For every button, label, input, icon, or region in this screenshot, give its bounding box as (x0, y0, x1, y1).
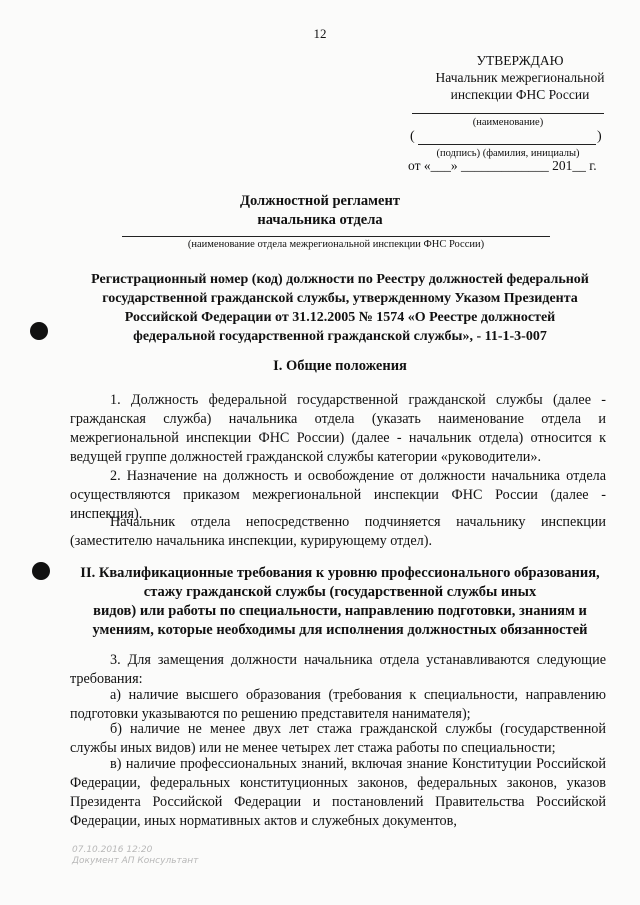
registration-line1: Регистрационный номер (код) должности по Реестру должностей федеральной (91, 272, 589, 287)
section1-paragraph1: 1. Должность федеральной государственной гражданской службы (далее - гражданская служба) начальника отдела (указать наименование отдела и межрегиональной инспекции ФНС России) (далее - начальник отдела) относится к ведущей группе должностей гражданской службы категории «руководители». (70, 392, 606, 465)
sign-caption: (подпись) (фамилия, инициалы) (436, 148, 580, 159)
document-title (0, 192, 640, 230)
punch-hole-mark (32, 562, 50, 580)
print-stamp (72, 845, 198, 867)
registration-line2: государственной гражданской службы, утвержденному Указом Президента (102, 291, 578, 306)
section2-heading-line2: стажу гражданской службы (государственной службы иных (143, 584, 537, 600)
section2-item-c: в) наличие профессиональных знаний, включая знание Конституции Российской Федерации, федеральных конституционных законов, федеральных законов, указов Президента Российской Федерации и постановлений Правительства Российской Федерации, иных нормативных актов и служебных документов, (70, 756, 606, 829)
registration-line4: федеральной государственной гражданской службы», - 11-1-3-007 (133, 329, 547, 344)
title-line2: начальника отдела (257, 212, 383, 228)
approval-heading: УТВЕРЖДАЮ (476, 53, 564, 68)
approval-position-line1: Начальник межрегиональной (435, 70, 605, 85)
section2-item-b: б) наличие не менее двух лет стажа гражданской службы (государственной службы иных видов) или не менее четырех лет стажа работы по специальности; (70, 721, 606, 756)
section2-heading (60, 564, 620, 640)
name-underline (412, 113, 604, 114)
section1-heading: I. Общие положения (273, 358, 407, 374)
name-caption: (наименование) (472, 117, 544, 128)
registration-number (50, 270, 630, 346)
section2-heading-line3: видов) или работы по специальности, направлению подготовки, знаниям и (93, 603, 587, 619)
sign-close-paren: ) (597, 129, 602, 144)
approval-block (420, 52, 620, 103)
section2-heading-line1: II. Квалификационные требования к уровню профессионального образования, (80, 565, 600, 581)
page-number: 12 (313, 26, 327, 41)
dept-caption: (наименование отдела межрегиональной инспекции ФНС России) (187, 239, 485, 250)
approval-position-line2: инспекции ФНС России (450, 87, 590, 102)
title-line1: Должностной регламент (240, 193, 400, 209)
section1-paragraph3: Начальник отдела непосредственно подчиняется начальнику инспекции (заместителю начальника инспекции, курирующему отдел). (70, 514, 606, 549)
section2-heading-line4: умениям, которые необходимы для исполнения должностных обязанностей (92, 622, 588, 638)
sign-open-paren: ( (410, 129, 415, 144)
approval-date-line: от «___» _____________ 201__ г. (408, 158, 597, 173)
section2-paragraph3: 3. Для замещения должности начальника отдела устанавливаются следующие требования: (70, 652, 606, 687)
section2-item-a: а) наличие высшего образования (требования к специальности, направлению подготовки указываются по решению представителя нанимателя); (70, 687, 606, 722)
sign-underline (418, 144, 596, 145)
dept-underline (122, 236, 550, 237)
punch-hole-mark (30, 322, 48, 340)
stamp-line2: Документ АП Консультант (72, 856, 199, 866)
stamp-line1: 07.10.2016 12:20 (72, 845, 153, 855)
registration-line3: Российской Федерации от 31.12.2005 № 1574 «О Реестре должностей (124, 310, 556, 325)
section1-paragraph2: 2. Назначение на должность и освобождение от должности начальника отдела осуществляются приказом межрегиональной инспекции ФНС России (далее - инспекция). (70, 468, 606, 522)
